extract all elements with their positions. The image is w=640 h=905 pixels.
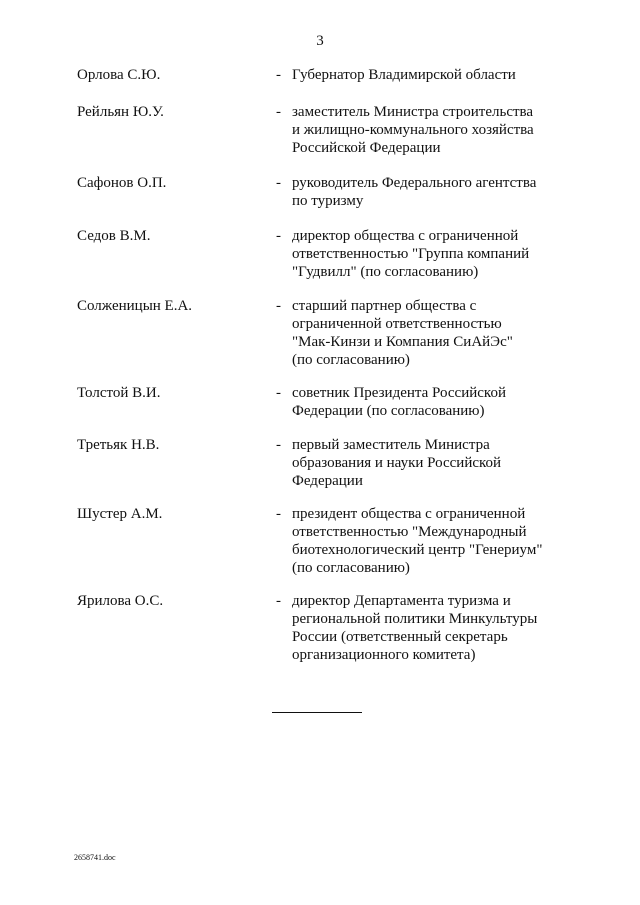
role-line: биотехнологический центр "Генериум" bbox=[292, 542, 543, 558]
member-name: Третьяк Н.В. bbox=[77, 437, 160, 453]
role-line: заместитель Министра строительства bbox=[292, 104, 534, 120]
role-line: первый заместитель Министра bbox=[292, 437, 490, 453]
member-role bbox=[292, 592, 582, 664]
member-dash: - bbox=[276, 67, 281, 83]
member-dash: - bbox=[276, 506, 281, 522]
page-number: 3 bbox=[316, 33, 324, 49]
member-name: Толстой В.И. bbox=[77, 385, 161, 401]
role-line: директор Департамента туризма и bbox=[292, 593, 511, 609]
role-line: директор общества с ограниченной bbox=[292, 228, 519, 244]
member-role bbox=[292, 174, 582, 210]
role-line: президент общества с ограниченной bbox=[292, 506, 526, 522]
member-name: Орлова С.Ю. bbox=[77, 67, 161, 83]
member-dash: - bbox=[276, 298, 281, 314]
role-line: Федерации bbox=[292, 473, 363, 489]
member-name: Шустер А.М. bbox=[77, 506, 163, 522]
role-line: организационного комитета) bbox=[292, 647, 476, 663]
role-line: Губернатор Владимирской области bbox=[292, 67, 516, 83]
member-name: Сафонов О.П. bbox=[77, 175, 167, 191]
role-line: советник Президента Российской bbox=[292, 385, 506, 401]
member-dash: - bbox=[276, 104, 281, 120]
role-line: по туризму bbox=[292, 193, 364, 209]
member-role bbox=[292, 505, 582, 577]
member-name: Ярилова О.С. bbox=[77, 593, 164, 609]
document-id: 2658741.doc bbox=[74, 853, 116, 862]
role-line: (по согласованию) bbox=[292, 352, 410, 368]
member-dash: - bbox=[276, 175, 281, 191]
role-line: ответственностью "Группа компаний bbox=[292, 246, 530, 262]
member-name: Седов В.М. bbox=[77, 228, 151, 244]
role-line: России (ответственный секретарь bbox=[292, 629, 508, 645]
member-dash: - bbox=[276, 385, 281, 401]
role-line: ответственностью "Международный bbox=[292, 524, 527, 540]
role-line: региональной политики Минкультуры bbox=[292, 611, 538, 627]
role-line: "Гудвилл" (по согласованию) bbox=[292, 264, 479, 280]
member-dash: - bbox=[276, 228, 281, 244]
member-role bbox=[292, 66, 582, 84]
role-line: и жилищно-коммунального хозяйства bbox=[292, 122, 534, 138]
member-role bbox=[292, 384, 582, 420]
member-name: Рейльян Ю.У. bbox=[77, 104, 164, 120]
member-name: Солженицын Е.А. bbox=[77, 298, 193, 314]
member-role bbox=[292, 103, 582, 157]
closing-rule bbox=[272, 712, 362, 713]
role-line: старший партнер общества с bbox=[292, 298, 477, 314]
role-line: ограниченной ответственностью bbox=[292, 316, 502, 332]
role-line: (по согласованию) bbox=[292, 560, 410, 576]
member-role bbox=[292, 227, 582, 281]
role-line: Российской Федерации bbox=[292, 140, 441, 156]
member-role bbox=[292, 436, 582, 490]
member-dash: - bbox=[276, 593, 281, 609]
role-line: руководитель Федерального агентства bbox=[292, 175, 537, 191]
role-line: "Мак-Кинзи и Компания СиАйЭс" bbox=[292, 334, 513, 350]
member-role bbox=[292, 297, 582, 369]
role-line: Федерации (по согласованию) bbox=[292, 403, 485, 419]
member-dash: - bbox=[276, 437, 281, 453]
role-line: образования и науки Российской bbox=[292, 455, 502, 471]
